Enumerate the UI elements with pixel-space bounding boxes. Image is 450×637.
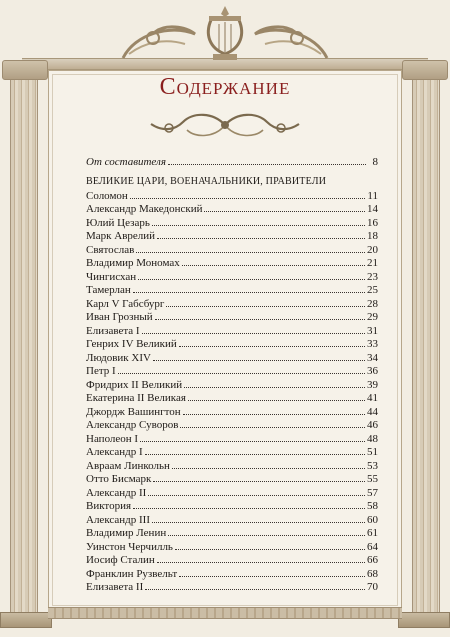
toc-entry[interactable] [86, 229, 378, 243]
toc-entry[interactable] [86, 445, 378, 459]
toc-entry-page: 70 [367, 581, 378, 593]
toc-entry-label: Соломон [86, 189, 128, 202]
toc-entry-label: Елизавета I [86, 324, 140, 337]
toc-entry-page: 18 [367, 230, 378, 242]
toc-entry-label: Авраам Линкольн [86, 459, 170, 472]
toc-entry-label: Фридрих II Великий [86, 378, 183, 391]
dot-leader [183, 405, 365, 415]
left-column-base [0, 612, 52, 628]
toc-entry[interactable] [86, 540, 378, 554]
dot-leader [136, 243, 365, 253]
toc-entry[interactable] [86, 499, 378, 513]
toc-entry-label: Александр I [86, 446, 143, 458]
table-of-contents [86, 155, 378, 594]
toc-entry-page: 36 [367, 365, 378, 377]
toc-entry[interactable] [86, 567, 378, 581]
toc-entry-page: 51 [367, 446, 378, 458]
toc-entry-page: 58 [367, 500, 378, 512]
toc-entry-page: 46 [367, 419, 378, 431]
toc-entry-label: Людовик XIV [86, 351, 151, 364]
toc-entry[interactable] [86, 189, 378, 203]
toc-entry-label: Юлий Цезарь [86, 216, 150, 229]
toc-entry-page: 57 [367, 486, 378, 499]
toc-entry-page: 23 [367, 270, 378, 283]
toc-entry-page: 48 [367, 432, 378, 445]
toc-entry[interactable] [86, 270, 378, 284]
toc-entry-label: Святослав [86, 243, 135, 256]
toc-entry-label: Владимир Мономах [86, 257, 180, 269]
lyre-ornament-icon [115, 4, 335, 62]
dot-leader [179, 567, 365, 577]
toc-entry[interactable] [86, 256, 378, 270]
toc-entry-label: Франклин Рузвельт [86, 567, 178, 580]
toc-entry-label: Отто Бисмарк [86, 473, 152, 485]
toc-entry-label: Джордж Вашингтон [86, 405, 181, 418]
toc-entry[interactable] [86, 243, 378, 257]
toc-entry-label: Уинстон Черчилль [86, 540, 173, 553]
page-title: Содержание [159, 74, 291, 100]
toc-entry[interactable] [86, 580, 378, 594]
toc-entry[interactable] [86, 202, 378, 216]
dot-leader [175, 540, 365, 550]
toc-entry-page: 33 [367, 338, 378, 350]
toc-entry-label: Владимир Ленин [86, 527, 167, 539]
dot-leader [155, 310, 365, 320]
toc-entry-page: 16 [367, 216, 378, 229]
toc-entry-label: От составителя [86, 156, 166, 168]
toc-entry[interactable] [86, 486, 378, 500]
toc-entry-label: Александр Суворов [86, 419, 179, 431]
toc-entry-intro[interactable] [86, 155, 378, 169]
toc-entry-label: Чингисхан [86, 270, 137, 283]
dot-leader [182, 256, 365, 266]
toc-entry-page: 66 [367, 554, 378, 566]
toc-entry-page: 60 [367, 513, 378, 526]
acanthus-scroll-ornament-icon [143, 108, 307, 142]
dot-leader [168, 526, 365, 536]
toc-entry[interactable] [86, 405, 378, 419]
section-heading: ВЕЛИКИЕ ЦАРИ, ВОЕНАЧАЛЬНИКИ, ПРАВИТЕЛИ [86, 175, 327, 187]
dot-leader [138, 270, 365, 280]
toc-entry-label: Александр III [86, 513, 151, 526]
toc-entries-list [86, 189, 378, 594]
toc-entry[interactable] [86, 283, 378, 297]
toc-entry[interactable] [86, 391, 378, 405]
toc-entry[interactable] [86, 337, 378, 351]
dot-leader [204, 202, 365, 212]
toc-entry[interactable] [86, 364, 378, 378]
toc-entry-label: Александр II [86, 486, 147, 499]
toc-entry-page: 64 [367, 540, 378, 553]
dot-leader [157, 229, 365, 239]
dot-leader [133, 499, 365, 509]
bottom-ornament-band [48, 607, 402, 619]
dot-leader [145, 445, 365, 455]
dot-leader [152, 216, 365, 226]
toc-entry[interactable] [86, 310, 378, 324]
toc-entry-label: Елизавета II [86, 581, 144, 593]
toc-entry-label: Карл V Габсбург [86, 297, 165, 310]
dot-leader [172, 459, 365, 469]
toc-entry[interactable] [86, 526, 378, 540]
right-column-base [398, 612, 450, 628]
dot-leader [188, 391, 365, 401]
dot-leader [133, 283, 365, 293]
toc-entry[interactable] [86, 351, 378, 365]
toc-entry-label: Иван Грозный [86, 311, 153, 323]
toc-entry-label: Генрих IV Великий [86, 338, 177, 350]
toc-entry-page: 53 [367, 459, 378, 472]
toc-entry-page: 44 [367, 405, 378, 418]
toc-entry-label: Екатерина II Великая [86, 392, 186, 404]
toc-entry-page: 29 [367, 311, 378, 323]
toc-entry[interactable] [86, 324, 378, 338]
toc-entry-label: Тамерлан [86, 284, 131, 296]
dot-leader [118, 364, 365, 374]
toc-entry-label: Петр I [86, 365, 116, 377]
toc-entry-page: 55 [367, 473, 378, 485]
toc-entry[interactable] [86, 472, 378, 486]
dot-leader [145, 580, 365, 590]
dot-leader [130, 189, 366, 199]
toc-entry-page: 34 [367, 351, 378, 364]
toc-entry-page: 21 [367, 257, 378, 269]
toc-entry[interactable] [86, 378, 378, 392]
dot-leader [152, 513, 365, 523]
left-column-decoration [10, 62, 38, 617]
toc-entry-label: Иосиф Сталин [86, 554, 155, 566]
toc-entry-page: 20 [367, 243, 378, 256]
toc-entry-page: 28 [367, 297, 378, 310]
dot-leader [166, 297, 365, 307]
toc-entry-page: 41 [367, 392, 378, 404]
dot-leader [184, 378, 365, 388]
toc-entry-page: 25 [367, 284, 378, 296]
toc-entry-page: 68 [367, 567, 378, 580]
dot-leader [140, 432, 365, 442]
toc-entry[interactable] [86, 432, 378, 446]
toc-entry-page: 31 [367, 324, 378, 337]
toc-entry[interactable] [86, 216, 378, 230]
toc-entry[interactable] [86, 418, 378, 432]
dot-leader [168, 155, 366, 165]
dot-leader [180, 418, 365, 428]
dot-leader [153, 351, 365, 361]
dot-leader [179, 337, 365, 347]
toc-entry-page: 61 [367, 527, 378, 539]
dot-leader [157, 553, 365, 563]
dot-leader [148, 486, 365, 496]
right-column-decoration [412, 62, 440, 617]
toc-entry[interactable] [86, 513, 378, 527]
toc-entry[interactable] [86, 459, 378, 473]
toc-entry-page: 8 [372, 156, 378, 168]
dot-leader [153, 472, 365, 482]
toc-entry-label: Марк Аврелий [86, 230, 156, 242]
toc-entry-page: 11 [367, 189, 378, 202]
toc-entry-label: Наполеон I [86, 432, 139, 445]
toc-entry[interactable] [86, 553, 378, 567]
toc-entry-label: Виктория [86, 500, 132, 512]
dot-leader [142, 324, 365, 334]
toc-entry-page: 14 [367, 203, 378, 215]
toc-entry-page: 39 [367, 378, 378, 391]
toc-entry-label: Александр Македонский [86, 203, 203, 215]
toc-entry[interactable] [86, 297, 378, 311]
